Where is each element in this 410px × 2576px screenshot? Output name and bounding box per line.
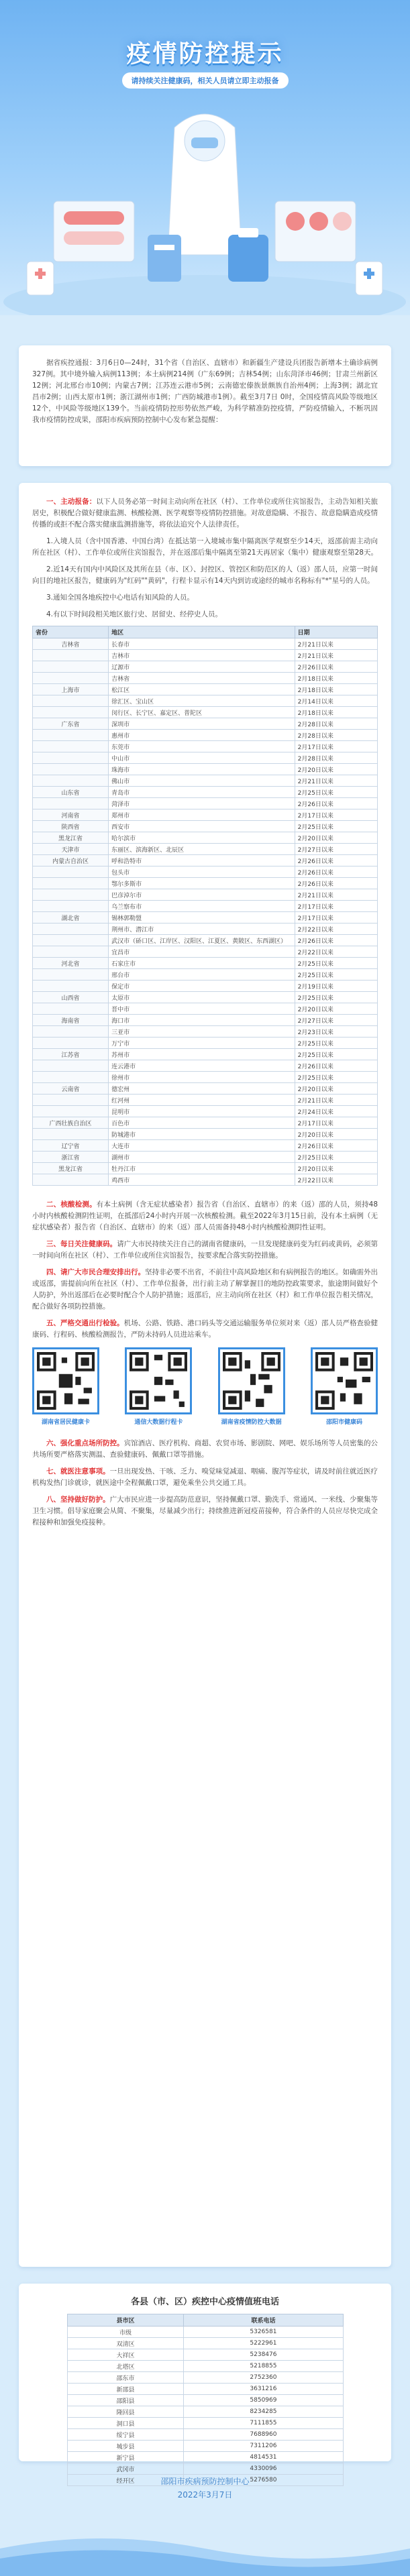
table-cell-area: 苏州市 (109, 1049, 295, 1060)
main-card (19, 483, 391, 2267)
table-cell-area: 宜昌市 (109, 946, 295, 958)
table-cell-area: 青岛市 (109, 787, 295, 798)
table-cell-date: 2月18日以来 (295, 673, 377, 684)
table-row (33, 1072, 378, 1083)
table-cell-area: 惠州市 (109, 730, 295, 741)
table-cell-phone: 7688960 (184, 2429, 343, 2441)
table-cell-phone: 3631216 (184, 2384, 343, 2395)
table-cell-province (33, 889, 109, 901)
table-row (33, 1117, 378, 1129)
section-heading: 五、严格交通出行检验。 (46, 1319, 124, 1327)
qr-code-card[interactable] (218, 1347, 285, 1426)
table-row (33, 1140, 378, 1152)
table-row (33, 1083, 378, 1095)
table-cell-date: 2月17日以来 (295, 809, 377, 821)
table-cell-date: 2月22日以来 (295, 923, 377, 935)
table-row (33, 1152, 378, 1163)
table-cell-phone: 7111855 (184, 2418, 343, 2429)
intro-card (19, 345, 391, 466)
table-cell-province (33, 969, 109, 981)
table-cell-province (33, 1129, 109, 1140)
table-cell-province: 浙江省 (33, 1152, 109, 1163)
table-cell-date: 2月17日以来 (295, 912, 377, 923)
page-subtitle: 请持续关注健康码，相关人员请立即主动报备 (122, 72, 289, 89)
table-cell-district: 隆回县 (67, 2406, 184, 2418)
table-row (33, 775, 378, 787)
sections-container-lower (32, 1438, 378, 1528)
table-row (33, 1174, 378, 1186)
table-row (67, 2372, 343, 2384)
table-cell-province: 内蒙古自治区 (33, 855, 109, 866)
table-cell-date: 2月26日以来 (295, 878, 377, 889)
table-header: 省份 (33, 626, 109, 638)
table-cell-area: 牡丹江市 (109, 1163, 295, 1174)
phone-table-title: 各县（市、区）疾控中心疫情值班电话 (130, 2297, 279, 2307)
table-cell-date: 2月25日以来 (295, 992, 377, 1003)
table-cell-area: 东莞市 (109, 741, 295, 752)
qr-label: 邵阳市健康码 (325, 1419, 362, 1426)
table-cell-date: 2月22日以来 (295, 946, 377, 958)
table-row (33, 832, 378, 844)
paragraph-2: 1.入境人员（含中国香港、中国台湾）在抵达第一入境城市集中隔离医学观察至少14天，返邵前需主动向所在社区（村）、工作单位或所住宾馆报告，并在返邵后集中隔离至第21天再居家（集中）健康观察至第28天。 (32, 537, 378, 557)
table-row (67, 2338, 343, 2349)
table-cell-date: 2月21日以来 (295, 889, 377, 901)
table-row (33, 684, 378, 695)
table-cell-area: 吉林省 (109, 673, 295, 684)
table-row (33, 1060, 378, 1072)
table-row (67, 2395, 343, 2406)
table-cell-province (33, 1174, 109, 1186)
section-paragraph (32, 1466, 378, 1489)
table-cell-province (33, 1060, 109, 1072)
section-heading: 六、强化重点场所防控。 (46, 1439, 124, 1447)
footer-org: 邵阳市疾病预防控制中心 (160, 2477, 250, 2486)
qr-label: 通信大数据行程卡 (134, 1419, 183, 1426)
section-text: 机场、公路、铁路、港口码头等交通运输服务单位须对来（返）邵人员严格查验健康码、行程码、核酸检测报告，严防未持码人员进站乘车。 (32, 1319, 378, 1339)
table-row (67, 2406, 343, 2418)
table-row (33, 809, 378, 821)
table-row (33, 787, 378, 798)
table-cell-district: 绥宁县 (67, 2429, 184, 2441)
table-cell-date: 2月17日以来 (295, 901, 377, 912)
table-cell-province (33, 946, 109, 958)
table-cell-date: 2月26日以来 (295, 866, 377, 878)
table-cell-district: 大祥区 (67, 2349, 184, 2361)
section-text: 宾馆酒店、医疗机构、商超、农贸市场、影剧院、网吧、娱乐场所等人员密集的公共场所要严格落实测温、查验健康码、佩戴口罩等措施。 (32, 1439, 378, 1459)
bottom-decoration (0, 2522, 410, 2576)
table-cell-province: 吉林省 (33, 638, 109, 650)
table-cell-district: 邵阳县 (67, 2395, 184, 2406)
section-paragraph (32, 1239, 378, 1262)
table-cell-province (33, 650, 109, 661)
table-cell-phone: 4330096 (184, 2463, 343, 2475)
section-text: 广大市民应进一步提高防范意识，坚持佩戴口罩、勤洗手、常通风、一米线、少聚集等卫生习惯。倡导家庭聚会从简、不聚集，尽量减少出行；持续推进新冠疫苗接种，符合条件的人员应尽快完成全程接种和加强免疫接种。 (32, 1496, 378, 1526)
table-cell-province (33, 764, 109, 775)
table-cell-date: 2月26日以来 (295, 935, 377, 946)
table-cell-district: 新邵县 (67, 2384, 184, 2395)
table-header: 地区 (109, 626, 295, 638)
table-cell-phone: 5326581 (184, 2327, 343, 2338)
phone-table-body (67, 2327, 343, 2486)
table-cell-area: 德宏州 (109, 1083, 295, 1095)
table-cell-area: 松江区 (109, 684, 295, 695)
table-row (33, 821, 378, 832)
table-cell-area: 鄂尔多斯市 (109, 878, 295, 889)
table-cell-area: 郑州市 (109, 809, 295, 821)
table-cell-province: 海南省 (33, 1015, 109, 1026)
table-cell-area: 徐汇区、宝山区 (109, 695, 295, 707)
table-row (33, 981, 378, 992)
table-cell-province: 广西壮族自治区 (33, 1117, 109, 1129)
table-cell-area: 湖州市 (109, 1152, 295, 1163)
table-header: 县市区 (67, 2314, 184, 2327)
table-cell-date: 2月21日以来 (295, 650, 377, 661)
table-cell-area: 锡林郭勒盟 (109, 912, 295, 923)
table-cell-area: 荆州市、潜江市 (109, 923, 295, 935)
table-cell-area: 三亚市 (109, 1026, 295, 1038)
qr-label: 湖南省居民健康卡 (41, 1419, 90, 1426)
table-cell-province (33, 741, 109, 752)
sections-container (32, 1199, 378, 1341)
table-cell-province: 河南省 (33, 809, 109, 821)
table-cell-date: 2月28日以来 (295, 730, 377, 741)
table-cell-area: 菏泽市 (109, 798, 295, 809)
table-cell-date: 2月25日以来 (295, 958, 377, 969)
table-row (33, 889, 378, 901)
table-row (33, 923, 378, 935)
table-cell-area: 红河州 (109, 1095, 295, 1106)
table-cell-province (33, 730, 109, 741)
table-cell-date: 2月19日以来 (295, 981, 377, 992)
table-cell-district: 洞口县 (67, 2418, 184, 2429)
table-cell-province (33, 935, 109, 946)
table-cell-district: 市级 (67, 2327, 184, 2338)
table-cell-date: 2月24日以来 (295, 1106, 377, 1117)
footer-date: 2022年3月7日 (177, 2490, 233, 2500)
table-cell-area: 海口市 (109, 1015, 295, 1026)
table-cell-date: 2月17日以来 (295, 1117, 377, 1129)
table-cell-province (33, 775, 109, 787)
table-row (33, 638, 378, 650)
table-cell-province: 湖北省 (33, 912, 109, 923)
hero-banner (0, 0, 410, 315)
table-cell-date: 2月20日以来 (295, 1129, 377, 1140)
table-cell-province (33, 866, 109, 878)
table-row (33, 650, 378, 661)
table-cell-date: 2月21日以来 (295, 638, 377, 650)
qr-code-card[interactable] (311, 1347, 378, 1426)
table-row (33, 912, 378, 923)
table-cell-date: 2月25日以来 (295, 1152, 377, 1163)
qr-code-icon (32, 1347, 99, 1414)
table-cell-area: 大连市 (109, 1140, 295, 1152)
table-cell-date: 2月25日以来 (295, 969, 377, 981)
qr-code-card[interactable] (32, 1347, 99, 1426)
table-row (67, 2384, 343, 2395)
table-row (67, 2418, 343, 2429)
table-cell-province (33, 1038, 109, 1049)
risk-area-table (32, 626, 378, 1186)
table-cell-date: 2月20日以来 (295, 1163, 377, 1174)
table-row (33, 992, 378, 1003)
table-cell-province (33, 673, 109, 684)
table-cell-province: 辽宁省 (33, 1140, 109, 1152)
table-cell-province: 江苏省 (33, 1049, 109, 1060)
phone-table (67, 2314, 344, 2486)
table-cell-area: 连云港市 (109, 1060, 295, 1072)
hero-illustration (0, 101, 410, 315)
table-cell-area: 巴彦淖尔市 (109, 889, 295, 901)
table-row (33, 946, 378, 958)
table-cell-date: 2月20日以来 (295, 1083, 377, 1095)
table-row (33, 730, 378, 741)
section-heading: 八、坚持做好防护。 (46, 1496, 110, 1504)
table-row (33, 798, 378, 809)
table-cell-date: 2月25日以来 (295, 787, 377, 798)
table-cell-province (33, 1026, 109, 1038)
table-cell-phone: 7311206 (184, 2441, 343, 2452)
section-paragraph (32, 1199, 378, 1233)
table-cell-province (33, 1003, 109, 1015)
table-cell-date: 2月25日以来 (295, 1038, 377, 1049)
table-cell-province (33, 981, 109, 992)
table-cell-area: 邢台市 (109, 969, 295, 981)
section-text: 有本土病例（含无症状感染者）报告省（自治区、直辖市）的来（返）邵的人员，须持48小时内核酸检测阴性证明，在抵邵后24小时内开展一次核酸检测。截至2022年3月15日前，没有本土病例（无症状感染者）报告省（自治区、直辖市）的来（返）邵人员需备持48小时内核酸检测阴性证明。 (32, 1200, 378, 1231)
table-cell-area: 昆明市 (109, 1106, 295, 1117)
table-row (33, 707, 378, 718)
section-paragraph (32, 1438, 378, 1461)
table-header: 日期 (295, 626, 377, 638)
section-heading: 七、就医注意事项。 (46, 1467, 110, 1475)
table-cell-date: 2月26日以来 (295, 1060, 377, 1072)
paragraph-heading: 一、主动报备： (46, 498, 97, 506)
table-row (33, 844, 378, 855)
table-row (33, 855, 378, 866)
qr-code-icon (218, 1347, 285, 1414)
table-cell-province (33, 1072, 109, 1083)
table-row (33, 1129, 378, 1140)
table-cell-date: 2月25日以来 (295, 821, 377, 832)
table-cell-date: 2月21日以来 (295, 1095, 377, 1106)
table-cell-area: 防城港市 (109, 1129, 295, 1140)
table-row (33, 1015, 378, 1026)
table-cell-phone: 8234285 (184, 2406, 343, 2418)
table-cell-area: 长春市 (109, 638, 295, 650)
table-cell-province (33, 707, 109, 718)
table-row (67, 2361, 343, 2372)
table-header: 联系电话 (184, 2314, 343, 2327)
table-cell-area: 闵行区、长宁区、嘉定区、普陀区 (109, 707, 295, 718)
section-heading: 四、请广大市民合理安排出行。 (46, 1268, 146, 1276)
table-cell-province: 天津市 (33, 844, 109, 855)
table-row (33, 1106, 378, 1117)
table-cell-area: 石家庄市 (109, 958, 295, 969)
table-row (33, 673, 378, 684)
table-row (67, 2327, 343, 2338)
table-cell-date: 2月20日以来 (295, 1003, 377, 1015)
section-paragraph (32, 1318, 378, 1341)
table-cell-date: 2月28日以来 (295, 752, 377, 764)
table-cell-district: 双清区 (67, 2338, 184, 2349)
table-cell-area: 东丽区、滨海新区、北辰区 (109, 844, 295, 855)
table-cell-area: 徐州市 (109, 1072, 295, 1083)
table-cell-phone: 5850969 (184, 2395, 343, 2406)
table-row (33, 878, 378, 889)
section-paragraph (32, 1494, 378, 1528)
table-cell-area: 晋中市 (109, 1003, 295, 1015)
paragraph-1 (32, 496, 378, 530)
table-cell-province (33, 1095, 109, 1106)
table-cell-province (33, 1106, 109, 1117)
table-cell-province: 上海市 (33, 684, 109, 695)
table-cell-province: 黑龙江省 (33, 1163, 109, 1174)
table-row (33, 1038, 378, 1049)
table-cell-date: 2月20日以来 (295, 764, 377, 775)
table-cell-date: 2月18日以来 (295, 707, 377, 718)
table-cell-area: 呼和浩特市 (109, 855, 295, 866)
table-cell-area: 百色市 (109, 1117, 295, 1129)
paragraph-5: 4.有以下时间段相关地区旅行史、居留史、经停史人员。 (46, 610, 223, 618)
table-row (33, 661, 378, 673)
table-cell-province: 陕西省 (33, 821, 109, 832)
table-row (67, 2452, 343, 2463)
table-row (67, 2349, 343, 2361)
table-row (33, 935, 378, 946)
table-row (33, 1026, 378, 1038)
table-cell-date: 2月14日以来 (295, 695, 377, 707)
table-cell-date: 2月28日以来 (295, 718, 377, 730)
table-row (67, 2441, 343, 2452)
table-cell-district: 邵东市 (67, 2372, 184, 2384)
table-row (67, 2429, 343, 2441)
qr-label: 湖南省疫情防控大数据 (221, 1419, 282, 1426)
table-cell-area: 鸡西市 (109, 1174, 295, 1186)
table-cell-phone: 2752360 (184, 2372, 343, 2384)
section-text: 坚持非必要不出省，不前往中高风险地区和有病例报告的地区。如确需外出或返邵，需提前向所在社区（村）、工作单位报备，出行前主动了解掌握目的地防控政策要求，旅途期间做好个人防护，外出返邵后在必要时配合个人防护措施；返邵后，应主动向所在社区（村）和工作单位报告相关情况，配合做好各项防控措施。 (32, 1268, 378, 1310)
table-cell-date: 2月26日以来 (295, 798, 377, 809)
table-cell-area: 乌兰察布市 (109, 901, 295, 912)
qr-code-icon (125, 1347, 192, 1414)
table-cell-date: 2月26日以来 (295, 855, 377, 866)
qr-code-card[interactable] (125, 1347, 192, 1426)
table-row (33, 1163, 378, 1174)
table-cell-phone: 5276580 (184, 2475, 343, 2486)
table-cell-province (33, 798, 109, 809)
table-cell-date: 2月25日以来 (295, 1049, 377, 1060)
table-row (33, 969, 378, 981)
table-cell-district: 经开区 (67, 2475, 184, 2486)
table-cell-province (33, 923, 109, 935)
table-row (33, 718, 378, 730)
table-cell-province: 河北省 (33, 958, 109, 969)
footer (0, 2475, 410, 2502)
table-cell-area: 吉林市 (109, 650, 295, 661)
section-heading: 二、核酸检测。 (46, 1200, 97, 1209)
paragraph-3: 2.近14天有国内中风险区及其所在县（市、区）、封控区、管控区和防范区的人（返）邵人员，应第一时间向目的地社区报告，健康码为"红码""黄码"，行程卡显示有14天内到访或途经的城市名称标有"*"星号的人员。 (32, 565, 378, 585)
paragraph-4: 3.通知全国各地疾控中心电话有知风险的人员。 (46, 594, 195, 602)
table-cell-district: 北塔区 (67, 2361, 184, 2372)
table-cell-phone: 5218855 (184, 2361, 343, 2372)
table-cell-province: 云南省 (33, 1083, 109, 1095)
table-cell-district: 新宁县 (67, 2452, 184, 2463)
section-text: 请广大市民持续关注自己的湖南省健康码，一旦发现健康码变为红码或黄码，必须第一时间向所在社区（村）、工作单位或所住宾馆报告，按要求配合落实防控措施。 (32, 1240, 378, 1259)
table-row (33, 1003, 378, 1015)
section-paragraph (32, 1267, 378, 1312)
table-cell-area: 中山市 (109, 752, 295, 764)
table-cell-phone: 5238476 (184, 2349, 343, 2361)
table-cell-date: 2月17日以来 (295, 741, 377, 752)
table-cell-area: 武汉市（硚口区、江岸区、汉阳区、江夏区、黄陂区、东西湖区） (109, 935, 295, 946)
qr-code-row (32, 1347, 378, 1426)
table-cell-province (33, 661, 109, 673)
table-cell-province (33, 901, 109, 912)
page-title: 疫情防控提示 (126, 40, 284, 68)
qr-code-icon (311, 1347, 378, 1414)
table-row (33, 1049, 378, 1060)
table-cell-area: 西安市 (109, 821, 295, 832)
table-cell-date: 2月25日以来 (295, 1072, 377, 1083)
table-row (67, 2463, 343, 2475)
section-text: 一旦出现发热、干咳、乏力、嗅觉味觉减退、咽痛、腹泻等症状，请及时前往就近医疗机构发热门诊就诊，就医途中全程佩戴口罩，避免乘坐公共交通工具。 (32, 1467, 378, 1487)
paragraph-text: 以下人员务必第一时间主动向所在社区（村）、工作单位或所住宾馆报告，主动告知相关旅居史，积极配合做好健康监测、核酸检测、医学观察等疫情防控措施。对故意隐瞒、不报告、故意隐瞒造成疫情传播的或拒不配合落实健康监测措施等，将依法追究个人法律责任。 (32, 498, 378, 528)
table-cell-date: 2月18日以来 (295, 684, 377, 695)
table-row (33, 1095, 378, 1106)
table-cell-phone: 4814531 (184, 2452, 343, 2463)
table-cell-area: 佛山市 (109, 775, 295, 787)
table-row (33, 764, 378, 775)
table-cell-area: 珠海市 (109, 764, 295, 775)
table-cell-area: 太原市 (109, 992, 295, 1003)
section-heading: 三、每日关注健康码。 (46, 1240, 117, 1248)
table-row (33, 752, 378, 764)
table-row (33, 958, 378, 969)
table-cell-area: 哈尔滨市 (109, 832, 295, 844)
table-cell-date: 2月20日以来 (295, 832, 377, 844)
table-cell-province: 黑龙江省 (33, 832, 109, 844)
table-row (33, 741, 378, 752)
table-cell-date: 2月27日以来 (295, 1015, 377, 1026)
table-cell-date: 2月22日以来 (295, 1174, 377, 1186)
table-cell-province: 山东省 (33, 787, 109, 798)
table-cell-date: 2月23日以来 (295, 1026, 377, 1038)
risk-table-body (33, 638, 378, 1186)
table-cell-district: 武冈市 (67, 2463, 184, 2475)
table-row (33, 901, 378, 912)
table-cell-province: 广东省 (33, 718, 109, 730)
table-cell-date: 2月26日以来 (295, 661, 377, 673)
table-cell-province (33, 752, 109, 764)
table-cell-province (33, 695, 109, 707)
table-cell-area: 万宁市 (109, 1038, 295, 1049)
table-cell-area: 包头市 (109, 866, 295, 878)
table-row (33, 866, 378, 878)
table-row (33, 695, 378, 707)
table-cell-date: 2月26日以来 (295, 1140, 377, 1152)
table-cell-area: 辽源市 (109, 661, 295, 673)
table-cell-date: 2月27日以来 (295, 844, 377, 855)
table-cell-province (33, 878, 109, 889)
table-cell-area: 深圳市 (109, 718, 295, 730)
table-cell-phone: 5222961 (184, 2338, 343, 2349)
intro-text: 据省疾控通报：3月6日0—24时，31个省（自治区、直辖市）和新疆生产建设兵团报告新增本土确诊病例327例。其中境外输入病例113例；本土病例214例（广东69例；吉林54例；山东菏泽市46例；甘肃兰州新区12例；河北邢台市10例；内蒙古7例；江苏连云港市5例；云南德宏傣族景颇族自治州4例；上海3例；湖北宜昌市2例；山西太原市1例；浙江湖州市1例；广西防城港市1例）。截至3月7日 0时，全国疫情高风险等级地区12个，中风险等级地区139个。当前疫情防控形势依然严峻，为科学精准防控疫情，严防疫情输入，不断巩固我市疫情防控成果，邵阳市疾病预防控制中心发布紧急提醒： (32, 359, 378, 424)
table-cell-date: 2月21日以来 (295, 775, 377, 787)
table-cell-province: 山西省 (33, 992, 109, 1003)
table-cell-district: 城步县 (67, 2441, 184, 2452)
table-cell-area: 保定市 (109, 981, 295, 992)
